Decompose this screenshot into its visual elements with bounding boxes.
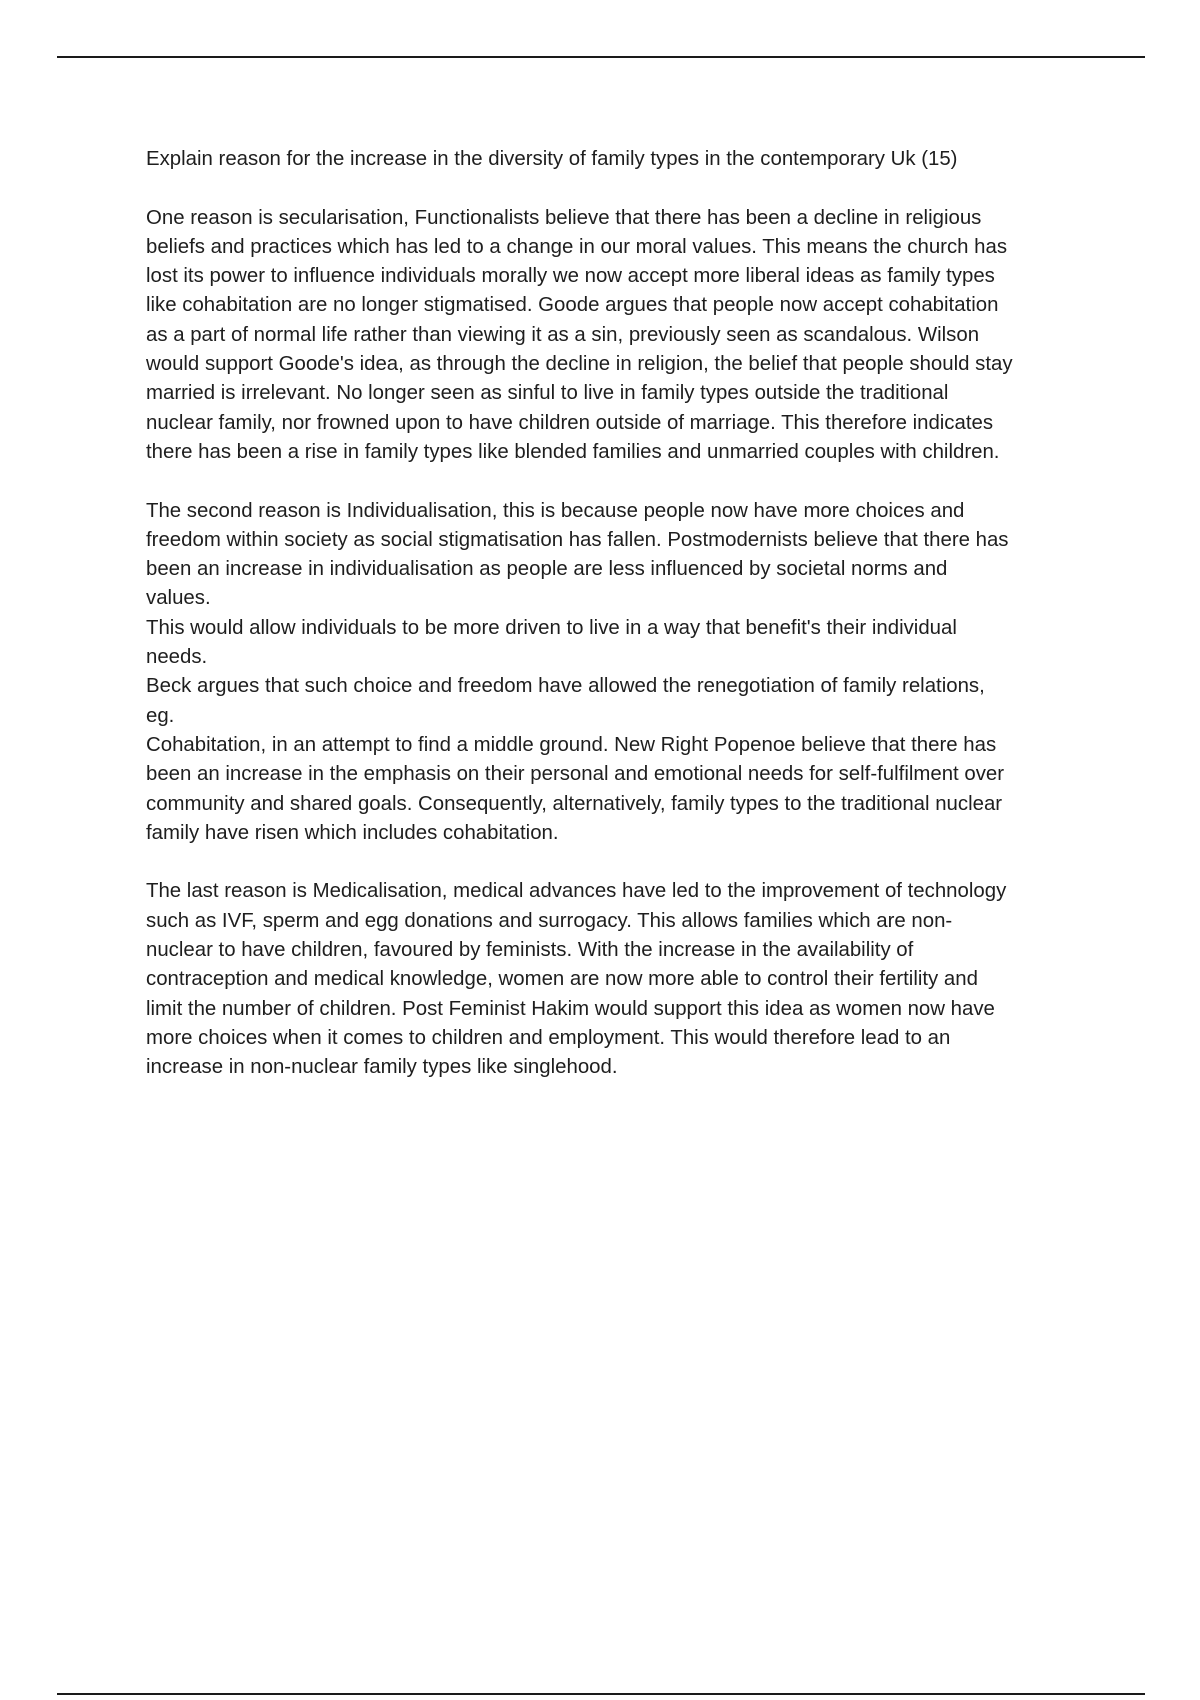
text-line: Beck argues that such choice and freedom have allowed the renegotiation of family relations, xyxy=(146,675,985,698)
text-line: married is irrelevant. No longer seen as sinful to live in family types outside the traditional xyxy=(146,382,949,405)
essay-question-text: Explain reason for the increase in the diversity of family types in the contemporary Uk (15) xyxy=(146,148,958,170)
text-line: One reason is secularisation, Functionalists believe that there has been a decline in religious xyxy=(146,206,982,229)
text-line: lost its power to influence individuals morally we now accept more liberal ideas as family types xyxy=(146,265,995,288)
text-line: community and shared goals. Consequently, alternatively, family types to the traditional nuclear xyxy=(146,792,1003,815)
footer-rule xyxy=(57,1693,1145,1695)
text-line: nuclear family, nor frowned upon to have children outside of marriage. This therefore indicates xyxy=(146,411,994,434)
text-line: freedom within society as social stigmatisation has fallen. Postmodernists believe that there has xyxy=(146,528,1009,551)
text-line: limit the number of children. Post Feminist Hakim would support this idea as women now have xyxy=(146,997,995,1020)
text-line: needs. xyxy=(146,646,208,669)
text-line: there has been a rise in family types like blended families and unmarried couples with children. xyxy=(146,440,1000,463)
text-line: The last reason is Medicalisation, medical advances have led to the improvement of technology xyxy=(146,880,1007,903)
text-line: increase in non-nuclear family types like singlehood. xyxy=(146,1056,618,1079)
paragraph-medicalisation xyxy=(146,877,1096,1082)
text-line: more choices when it comes to children and employment. This would therefore lead to an xyxy=(146,1026,951,1049)
paragraph-individualisation xyxy=(146,497,1096,849)
paragraph-secularisation xyxy=(146,204,1096,468)
text-line: such as IVF, sperm and egg donations and surrogacy. This allows families which are non- xyxy=(146,909,953,932)
header-rule xyxy=(57,56,1145,58)
text-line: values. xyxy=(146,587,211,610)
essay-question xyxy=(146,145,1096,174)
text-line: been an increase in individualisation as people are less influenced by societal norms and xyxy=(146,558,948,581)
document-body xyxy=(146,145,1096,1112)
text-line: would support Goode's idea, as through the decline in religion, the belief that people should stay xyxy=(146,353,1013,376)
text-line: been an increase in the emphasis on their personal and emotional needs for self-fulfilment over xyxy=(146,763,1005,786)
text-line: family have risen which includes cohabitation. xyxy=(146,821,559,844)
text-line: The second reason is Individualisation, this is because people now have more choices and xyxy=(146,499,965,522)
text-line: Cohabitation, in an attempt to find a middle ground. New Right Popenoe believe that there has xyxy=(146,733,997,756)
text-line: beliefs and practices which has led to a change in our moral values. This means the church has xyxy=(146,235,1008,258)
text-line: This would allow individuals to be more driven to live in a way that benefit's their individual xyxy=(146,616,957,639)
text-line: eg. xyxy=(146,704,175,727)
text-line: like cohabitation are no longer stigmatised. Goode argues that people now accept cohabitation xyxy=(146,294,999,317)
text-line: contraception and medical knowledge, women are now more able to control their fertility and xyxy=(146,968,978,991)
text-line: nuclear to have children, favoured by feminists. With the increase in the availability of xyxy=(146,939,914,962)
text-line: as a part of normal life rather than viewing it as a sin, previously seen as scandalous. Wilson xyxy=(146,323,980,346)
